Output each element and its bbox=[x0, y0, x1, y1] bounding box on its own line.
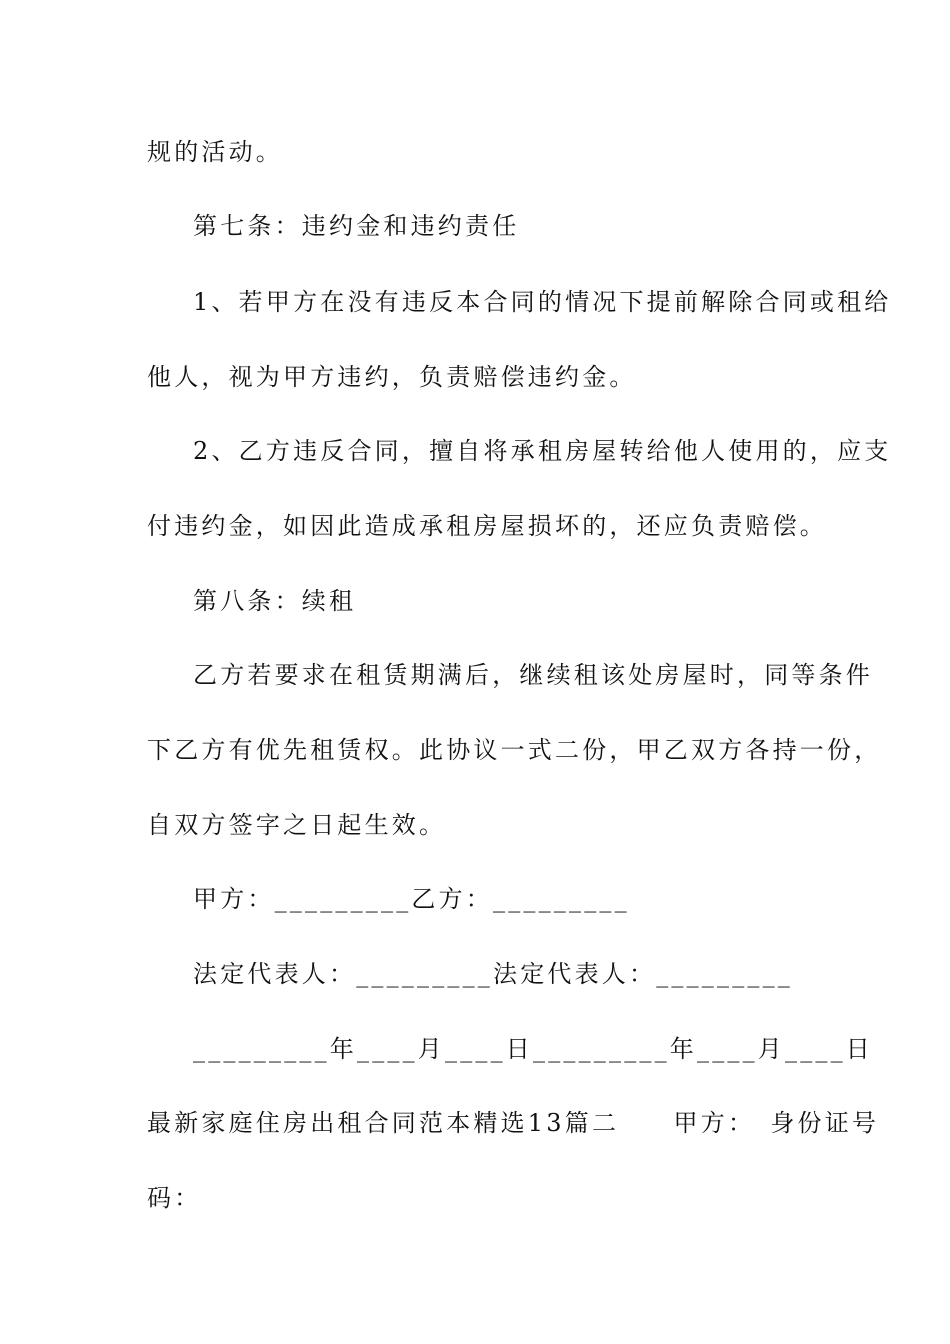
paragraph-line: 规的活动。 bbox=[147, 138, 283, 166]
paragraph-line: 自双方签字之日起生效。 bbox=[147, 811, 447, 839]
signature-line-representative: 法定代表人：_________法定代表人：_________ bbox=[193, 960, 793, 988]
paragraph-line: 2、乙方违反合同，擅自将承租房屋转给他人使用的，应支 bbox=[193, 437, 892, 465]
signature-line-party: 甲方：_________乙方：_________ bbox=[193, 885, 630, 913]
paragraph-line: 1、若甲方在没有违反本合同的情况下提前解除合同或租给 bbox=[193, 288, 892, 316]
article-heading: 第七条：违约金和违约责任 bbox=[193, 212, 520, 240]
article-heading: 第八条：续租 bbox=[193, 587, 357, 615]
paragraph-line: 他人，视为甲方违约，负责赔偿违约金。 bbox=[147, 363, 637, 391]
signature-line-date: _________年____月____日_________年____月____日 bbox=[193, 1035, 873, 1063]
paragraph-line: 下乙方有优先租赁权。此协议一式二份，甲乙双方各持一份， bbox=[147, 736, 882, 764]
paragraph-line: 付违约金，如因此造成承租房屋损坏的，还应负责赔偿。 bbox=[147, 512, 827, 540]
section-title-line: 最新家庭住房出租合同范本精选13篇二 甲方： 身份证号 bbox=[147, 1109, 880, 1137]
paragraph-line: 码： bbox=[147, 1184, 202, 1212]
paragraph-line: 乙方若要求在租赁期满后，继续租该处房屋时，同等条件 bbox=[193, 661, 873, 689]
